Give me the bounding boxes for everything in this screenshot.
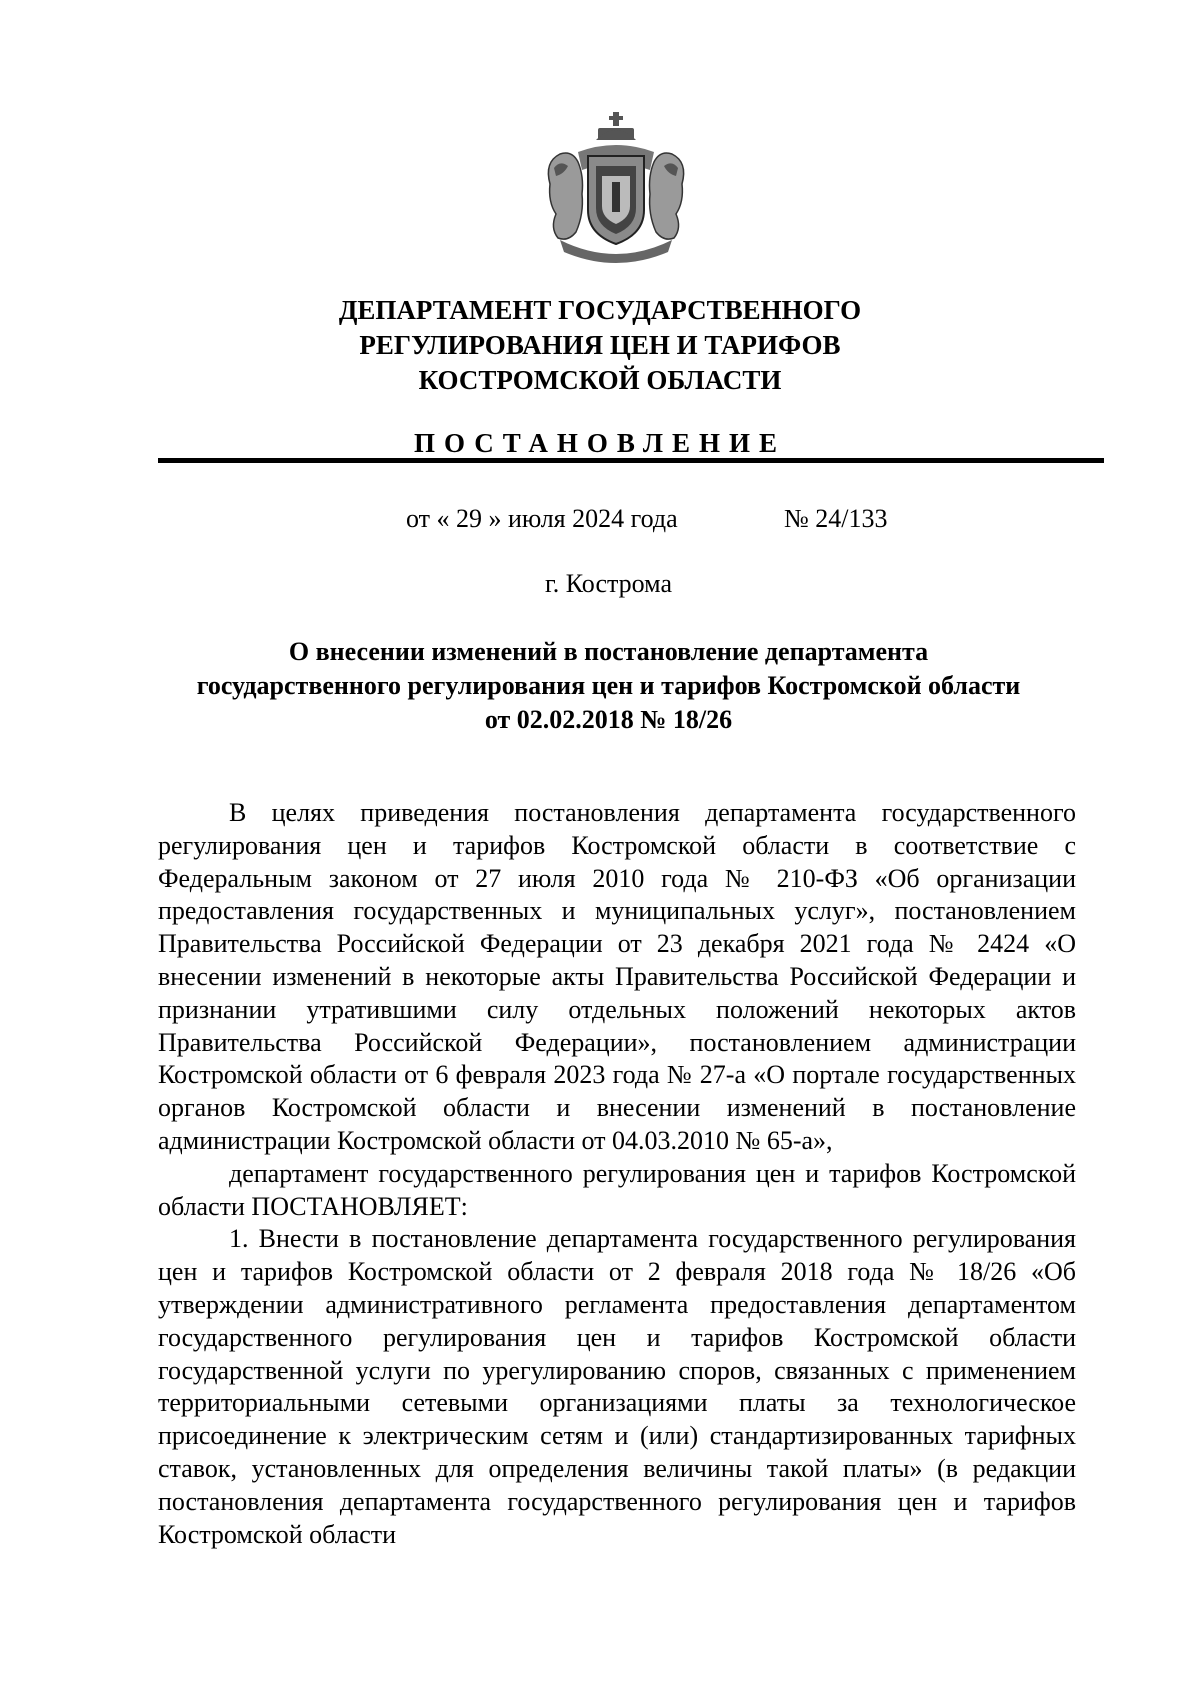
document-title-line: государственного регулирования цен и тарифов Костромской области [196, 671, 1021, 700]
document-type-heading: ПОСТАНОВЛЕНИЕ [413, 428, 787, 458]
body-paragraph: департамент государственного регулирования цен и тарифов Костромской области ПОСТАНОВЛЯЕТ: [158, 1158, 1076, 1221]
document-title [150, 635, 1067, 737]
document-city: г. Кострома [545, 569, 672, 598]
department-name-line: КОСТРОМСКОЙ ОБЛАСТИ [418, 365, 782, 395]
header-divider [158, 458, 1104, 463]
document-number: № 24/133 [784, 504, 888, 533]
body-paragraph: 1. Внести в постановление департамента государственного регулирования цен и тарифов Костромской области от 2 февраля 2018 года № 18/26 «Об утверждении административного регламента предоставления департаментом государственного регулирования цен и тарифов Костромской области государственной услуги по урегулированию споров, связанных с применением территориальными сетевыми организациями платы за технологическое присоединение к электрическим сетям и (или) стандартизированных тарифных ставок, установленных для определения величины такой платы» (в редакции постановления департамента государственного регулирования цен и тарифов Костромской области [158, 1224, 1076, 1549]
document-title-line: О внесении изменений в постановление департамента [288, 637, 929, 666]
department-name [150, 293, 1050, 398]
document-date: от « 29 » июля 2024 года [406, 504, 678, 533]
department-name-line: РЕГУЛИРОВАНИЯ ЦЕН И ТАРИФОВ [359, 330, 841, 360]
body-paragraph: В целях приведения постановления департамента государственного регулирования цен и тарифов Костромской области в соответствие с Федеральным законом от 27 июля 2010 года № 210-ФЗ «Об организации предоставления государственных и муниципальных услуг», постановлением Правительства Российской Федерации от 23 декабря 2021 года № 2424 «О внесении изменений в некоторые акты Правительства Российской Федерации и признании утратившими силу отдельных положений некоторых актов Правительства Российской Федерации», постановлением администрации Костромской области от 6 февраля 2023 года № 27-а «О портале государственных органов Костромской области и внесении изменений в постановление администрации Костромской области от 04.03.2010 № 65-а», [158, 798, 1076, 1155]
document-title-line: от 02.02.2018 № 18/26 [484, 705, 733, 734]
department-name-line: ДЕПАРТАМЕНТ ГОСУДАРСТВЕННОГО [338, 295, 862, 325]
kostroma-coat-of-arms-icon [538, 110, 694, 268]
document-body [158, 797, 1076, 1551]
